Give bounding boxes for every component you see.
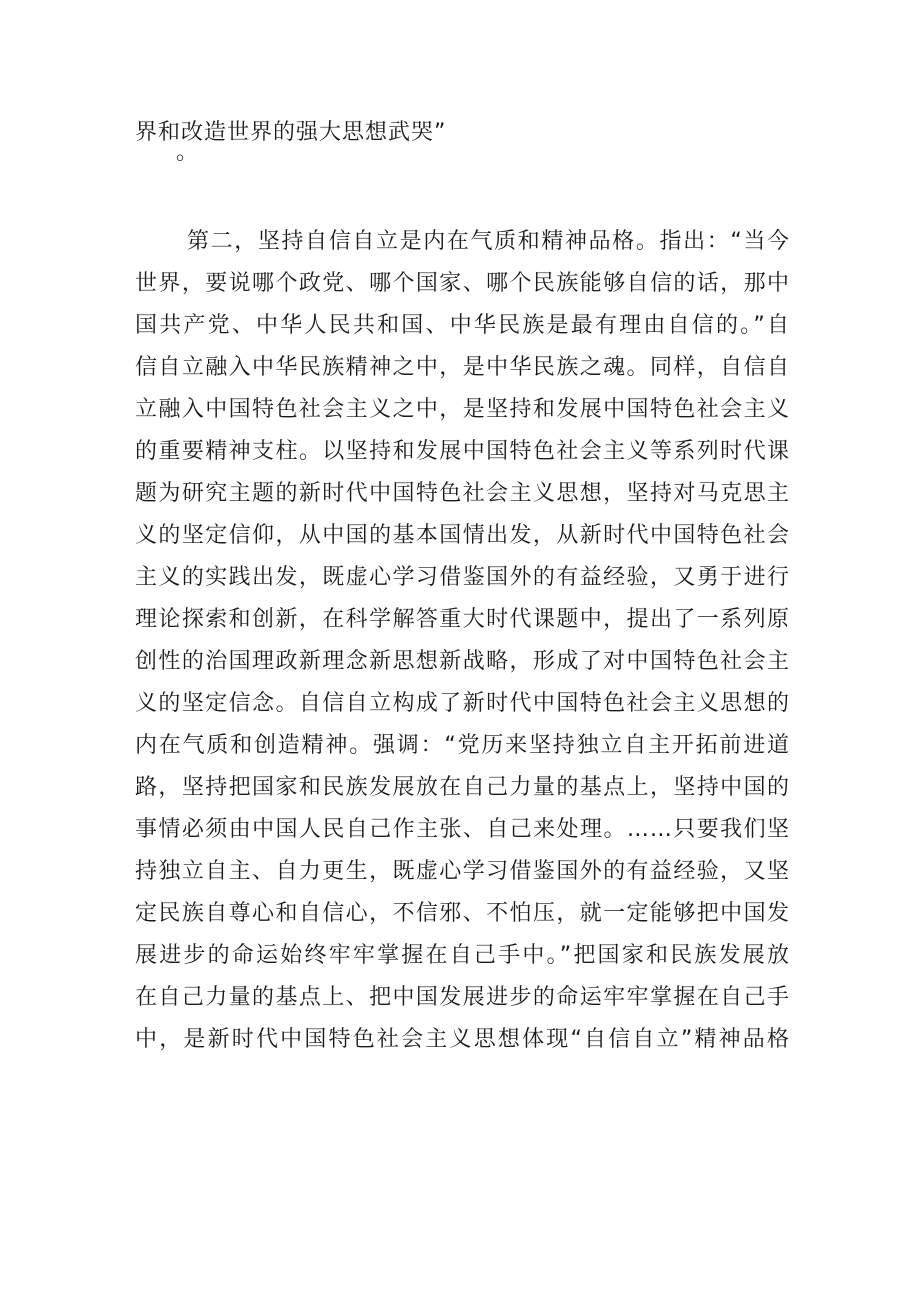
paragraph-line: 义的坚定信念。自信自立构成了新时代中国特色社会主义思想的 [135,691,790,716]
paragraph-line: 信自立融入中华民族精神之中，是中华民族之魂。同样，自信自 [135,355,790,380]
paragraph-line: 立融入中国特色社会主义之中，是坚持和发展中国特色社会主义 [135,397,790,422]
paragraph-line: 世界，要说哪个政党、哪个国家、哪个民族能够自信的话，那中 [135,271,790,296]
paragraph-line: 展进步的命运始终牢牢掌握在自己手中。”把国家和民族发展放 [135,943,790,968]
paragraph-line: 义的坚定信仰，从中国的基本国情出发，从新时代中国特色社会 [135,523,790,548]
paragraph-line: 路，坚持把国家和民族发展放在自己力量的基点上，坚持中国的 [135,775,790,800]
fragment-period: 。 [176,140,199,165]
paragraph-line: 定民族自尊心和自信心，不信邪、不怕压，就一定能够把中国发 [135,901,790,926]
paragraph-line: 题为研究主题的新时代中国特色社会主义思想，坚持对马克思主 [135,481,790,506]
fragment-line: 界和改造世界的强大思想武哭” [135,120,447,145]
paragraph-line: 事情必须由中国人民自己作主张、自己来处理。……只要我们坚 [135,817,790,842]
paragraph-line: 国共产党、中华人民共和国、中华民族是最有理由自信的。”自 [135,313,790,338]
paragraph-line: 中，是新时代中国特色社会主义思想体现“自信自立”精神品格 [135,1027,790,1052]
paragraph-line: 在自己力量的基点上、把中国发展进步的命运牢牢掌握在自己手 [135,985,790,1010]
paragraph-line: 内在气质和创造精神。强调：“党历来坚持独立自主开拓前进道 [135,733,790,758]
paragraph-line: 第二，坚持自信自立是内在气质和精神品格。指出：“当今 [187,229,790,254]
paragraph-line: 的重要精神支柱。以坚持和发展中国特色社会主义等系列时代课 [135,439,790,464]
paragraph-line: 主义的实践出发，既虚心学习借鉴国外的有益经验，又勇于进行 [135,565,790,590]
paragraph-line: 持独立自主、自力更生，既虚心学习借鉴国外的有益经验，又坚 [135,859,790,884]
paragraph-line: 创性的治国理政新理念新思想新战略，形成了对中国特色社会主 [135,649,790,674]
paragraph-line: 理论探索和创新，在科学解答重大时代课题中，提出了一系列原 [135,607,790,632]
